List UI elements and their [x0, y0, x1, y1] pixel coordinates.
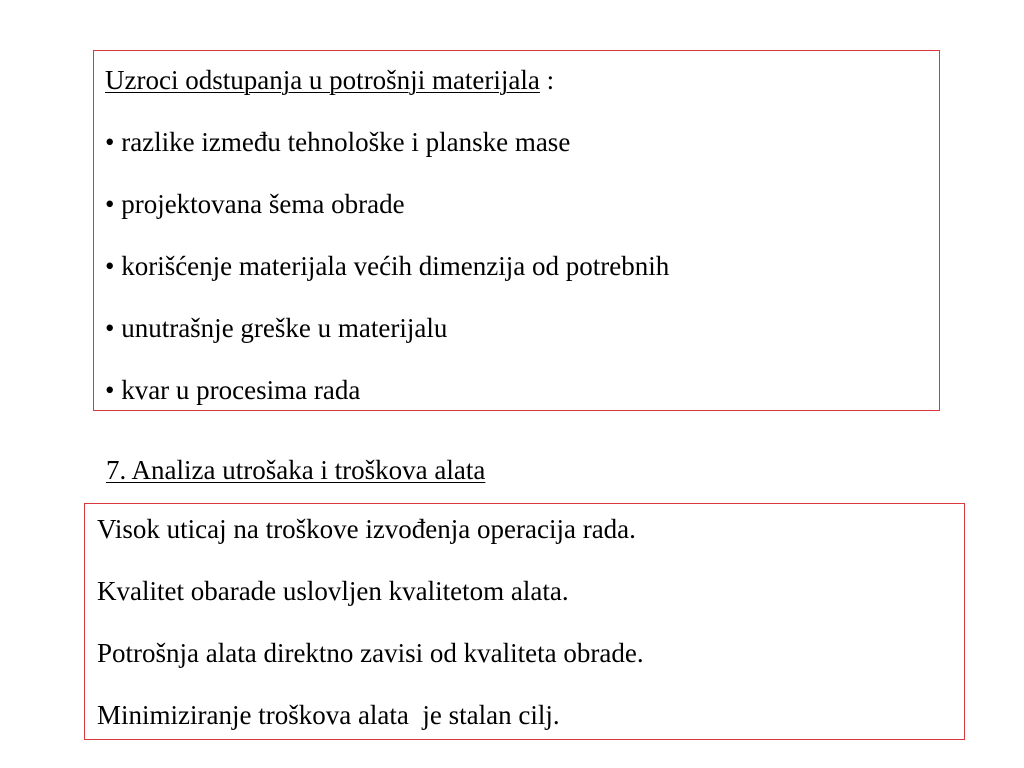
tools-line: Visok uticaj na troškove izvođenja operacija rada. — [97, 514, 636, 544]
causes-item: • kvar u procesima rada — [105, 375, 361, 405]
section-heading: 7. Analiza utrošaka i troškova alata — [106, 455, 486, 485]
tools-box — [84, 503, 965, 740]
causes-box — [93, 50, 940, 411]
causes-item: • korišćenje materijala većih dimenzija od potrebnih — [105, 251, 670, 281]
causes-item: • unutrašnje greške u materijalu — [105, 313, 448, 343]
tools-line: Kvalitet obarade uslovljen kvalitetom alata. — [97, 576, 569, 606]
tools-line: Potrošnja alata direktno zavisi od kvaliteta obrade. — [97, 638, 644, 668]
tools-line: Minimiziranje troškova alata je stalan cilj. — [97, 700, 560, 730]
causes-item: • projektovana šema obrade — [105, 189, 405, 219]
causes-item: • razlike između tehnološke i planske mase — [105, 127, 571, 157]
causes-title-line — [105, 65, 939, 96]
causes-title: Uzroci odstupanja u potrošnji materijala — [105, 65, 540, 95]
causes-title-suffix: : — [539, 65, 555, 95]
